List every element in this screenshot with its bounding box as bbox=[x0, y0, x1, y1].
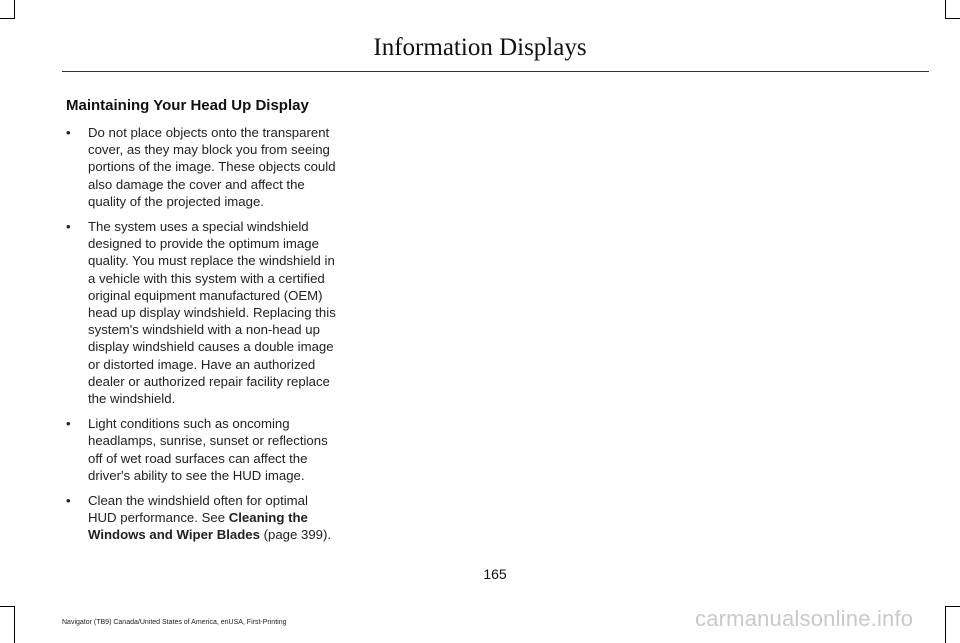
bullet-item bbox=[66, 492, 340, 544]
watermark: carmanualsonline.info bbox=[695, 606, 914, 631]
crop-mark-bottom-left-h bbox=[0, 606, 15, 607]
bullet-item bbox=[66, 415, 340, 484]
bullet-text: Clean the windshield often for optimal HUD performance. See bbox=[88, 493, 308, 526]
crop-mark-top-left-v bbox=[14, 0, 15, 18]
crop-mark-bottom-right-v bbox=[945, 606, 946, 643]
crop-mark-top-left-h bbox=[0, 18, 15, 19]
crop-mark-top-right-h bbox=[945, 18, 960, 19]
bullet-item bbox=[66, 218, 340, 407]
bullet-text: The system uses a special windshield designed to provide the optimum image quality. You must replace the windshield in a vehicle with this system with a certified original equipment manufactured (OEM) head up display windshield. Replacing this system's windshield with a non-head up display windshield causes a double image or distorted image. Have an authorized dealer or authorized repair facility replace the windshield. bbox=[88, 219, 336, 407]
bullet-text: Do not place objects onto the transparent cover, as they may block you from seeing portions of the image. These objects could also damage the cover and affect the quality of the projected image. bbox=[88, 125, 336, 209]
footer-edition-text: Navigator (TB9) Canada/United States of America, enUSA, First-Printing bbox=[62, 619, 287, 626]
header-divider bbox=[62, 71, 929, 72]
bullet-text: Light conditions such as oncoming headlamps, sunrise, sunset or reflections off of wet road surfaces can affect the driver's ability to see the HUD image. bbox=[88, 416, 328, 483]
bullet-list bbox=[66, 124, 340, 552]
crop-mark-bottom-left-v bbox=[14, 606, 15, 643]
bullet-item bbox=[66, 124, 340, 210]
page-number: 165 bbox=[483, 566, 507, 582]
cross-reference-page: (page 399). bbox=[259, 527, 332, 543]
crop-mark-top-right-v bbox=[945, 0, 946, 18]
section-heading: Maintaining Your Head Up Display bbox=[66, 97, 309, 114]
crop-mark-bottom-right-h bbox=[945, 606, 960, 607]
page-header-title: Information Displays bbox=[373, 34, 587, 61]
cross-reference-link[interactable]: Cleaning the Windows and Wiper Blades bbox=[88, 510, 308, 543]
